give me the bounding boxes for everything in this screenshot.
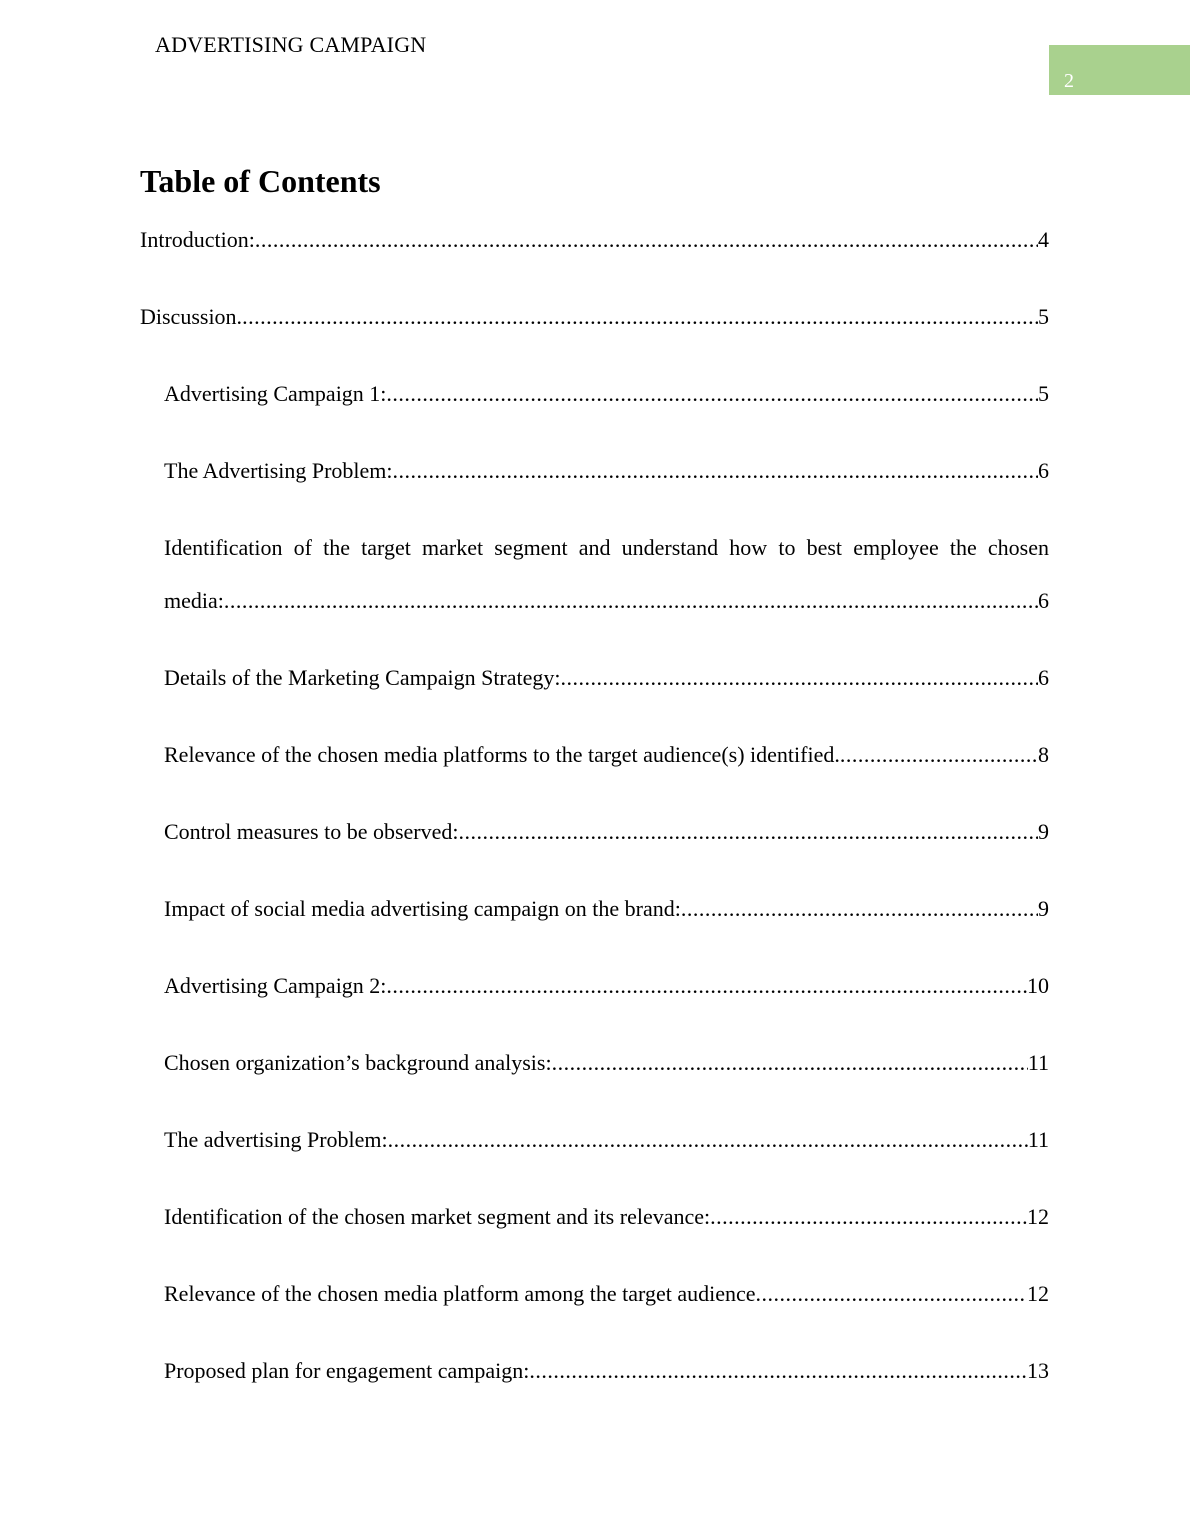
toc-entry-page: 6 [1038, 588, 1049, 613]
toc-entry-discussion[interactable] [140, 304, 1049, 330]
dot-leader [393, 458, 1038, 484]
toc-entry-label: Advertising Campaign 1: [164, 381, 387, 406]
toc-entry-page: 11 [1027, 1127, 1049, 1152]
dot-leader [756, 1281, 1027, 1307]
toc-entry-page: 13 [1027, 1358, 1049, 1383]
toc-entry-page: 6 [1038, 665, 1049, 690]
toc-entry-page: 12 [1027, 1281, 1049, 1306]
toc-entry-advertising-problem-2[interactable] [164, 1127, 1049, 1153]
toc-entry-target-market[interactable] [164, 588, 1049, 614]
toc-entry-background-analysis[interactable] [164, 1050, 1049, 1076]
toc-entry-label: media: [164, 588, 224, 613]
toc-entry-label: Details of the Marketing Campaign Strategy: [164, 665, 561, 690]
toc-entry-page: 9 [1038, 896, 1049, 921]
dot-leader [224, 588, 1038, 614]
toc-entry-campaign-strategy[interactable] [164, 665, 1049, 691]
page-number: 2 [1064, 70, 1074, 92]
toc-entry-media-platform-relevance[interactable] [164, 1281, 1049, 1307]
toc-entry-page: 5 [1038, 304, 1049, 329]
toc-entry-page: 9 [1038, 819, 1049, 844]
toc-entry-social-media-impact[interactable] [164, 896, 1049, 922]
dot-leader [255, 227, 1038, 253]
toc-entry-engagement-plan[interactable] [164, 1358, 1049, 1384]
toc-entry-market-segment[interactable] [164, 1204, 1049, 1230]
toc-entry-advertising-problem[interactable] [164, 458, 1049, 484]
toc-entry-label: Proposed plan for engagement campaign: [164, 1358, 530, 1383]
toc-entry-label: The advertising Problem: [164, 1127, 388, 1152]
toc-heading: Table of Contents [140, 163, 381, 199]
toc-entry-page: 10 [1027, 973, 1049, 998]
toc-entry-page: 4 [1038, 227, 1049, 252]
toc-entry-label: Identification of the chosen market segment and its relevance: [164, 1204, 711, 1229]
toc-entry-introduction[interactable] [140, 227, 1049, 253]
toc-entry-page: 5 [1038, 381, 1049, 406]
dot-leader [388, 1127, 1028, 1153]
toc-entry-label: Control measures to be observed: [164, 819, 459, 844]
toc-entry-label: Introduction: [140, 227, 255, 252]
toc-entry-label: Advertising Campaign 2: [164, 973, 387, 998]
dot-leader [529, 1358, 1027, 1384]
toc-entry-label: Impact of social media advertising campaign on the brand: [164, 896, 681, 921]
toc-entry-label: Discussion. [140, 304, 243, 329]
toc-entry-label: Relevance of the chosen media platforms to the target audience(s) identified. [164, 742, 840, 767]
toc-entry-page: 8 [1038, 742, 1049, 767]
toc-entry-advertising-campaign-2[interactable] [164, 973, 1049, 999]
toc-entry-advertising-campaign-1[interactable] [164, 381, 1049, 407]
toc-entry-label: The Advertising Problem: [164, 458, 393, 483]
toc-entry-page: 11 [1027, 1050, 1049, 1075]
toc-entry-control-measures[interactable] [164, 819, 1049, 845]
dot-leader [840, 742, 1038, 768]
toc-entry-target-market-line1[interactable]: Identification of the target market segment and understand how to best employee the chosen [164, 535, 1049, 560]
toc-entry-page: 12 [1027, 1204, 1049, 1229]
dot-leader [386, 973, 1027, 999]
dot-leader [681, 896, 1038, 922]
dot-leader [459, 819, 1039, 845]
dot-leader [386, 381, 1038, 407]
toc-entry-label: Relevance of the chosen media platform among the target audience [164, 1281, 756, 1306]
dot-leader [710, 1204, 1027, 1230]
running-header-title: ADVERTISING CAMPAIGN [155, 32, 427, 57]
toc-entry-media-relevance[interactable] [164, 742, 1049, 768]
dot-leader [552, 1050, 1028, 1076]
dot-leader [561, 665, 1038, 691]
toc-entry-page: 6 [1038, 458, 1049, 483]
toc-entry-label: Chosen organization’s background analysis: [164, 1050, 552, 1075]
table-of-contents [140, 0, 1049, 1540]
dot-leader [242, 304, 1038, 330]
